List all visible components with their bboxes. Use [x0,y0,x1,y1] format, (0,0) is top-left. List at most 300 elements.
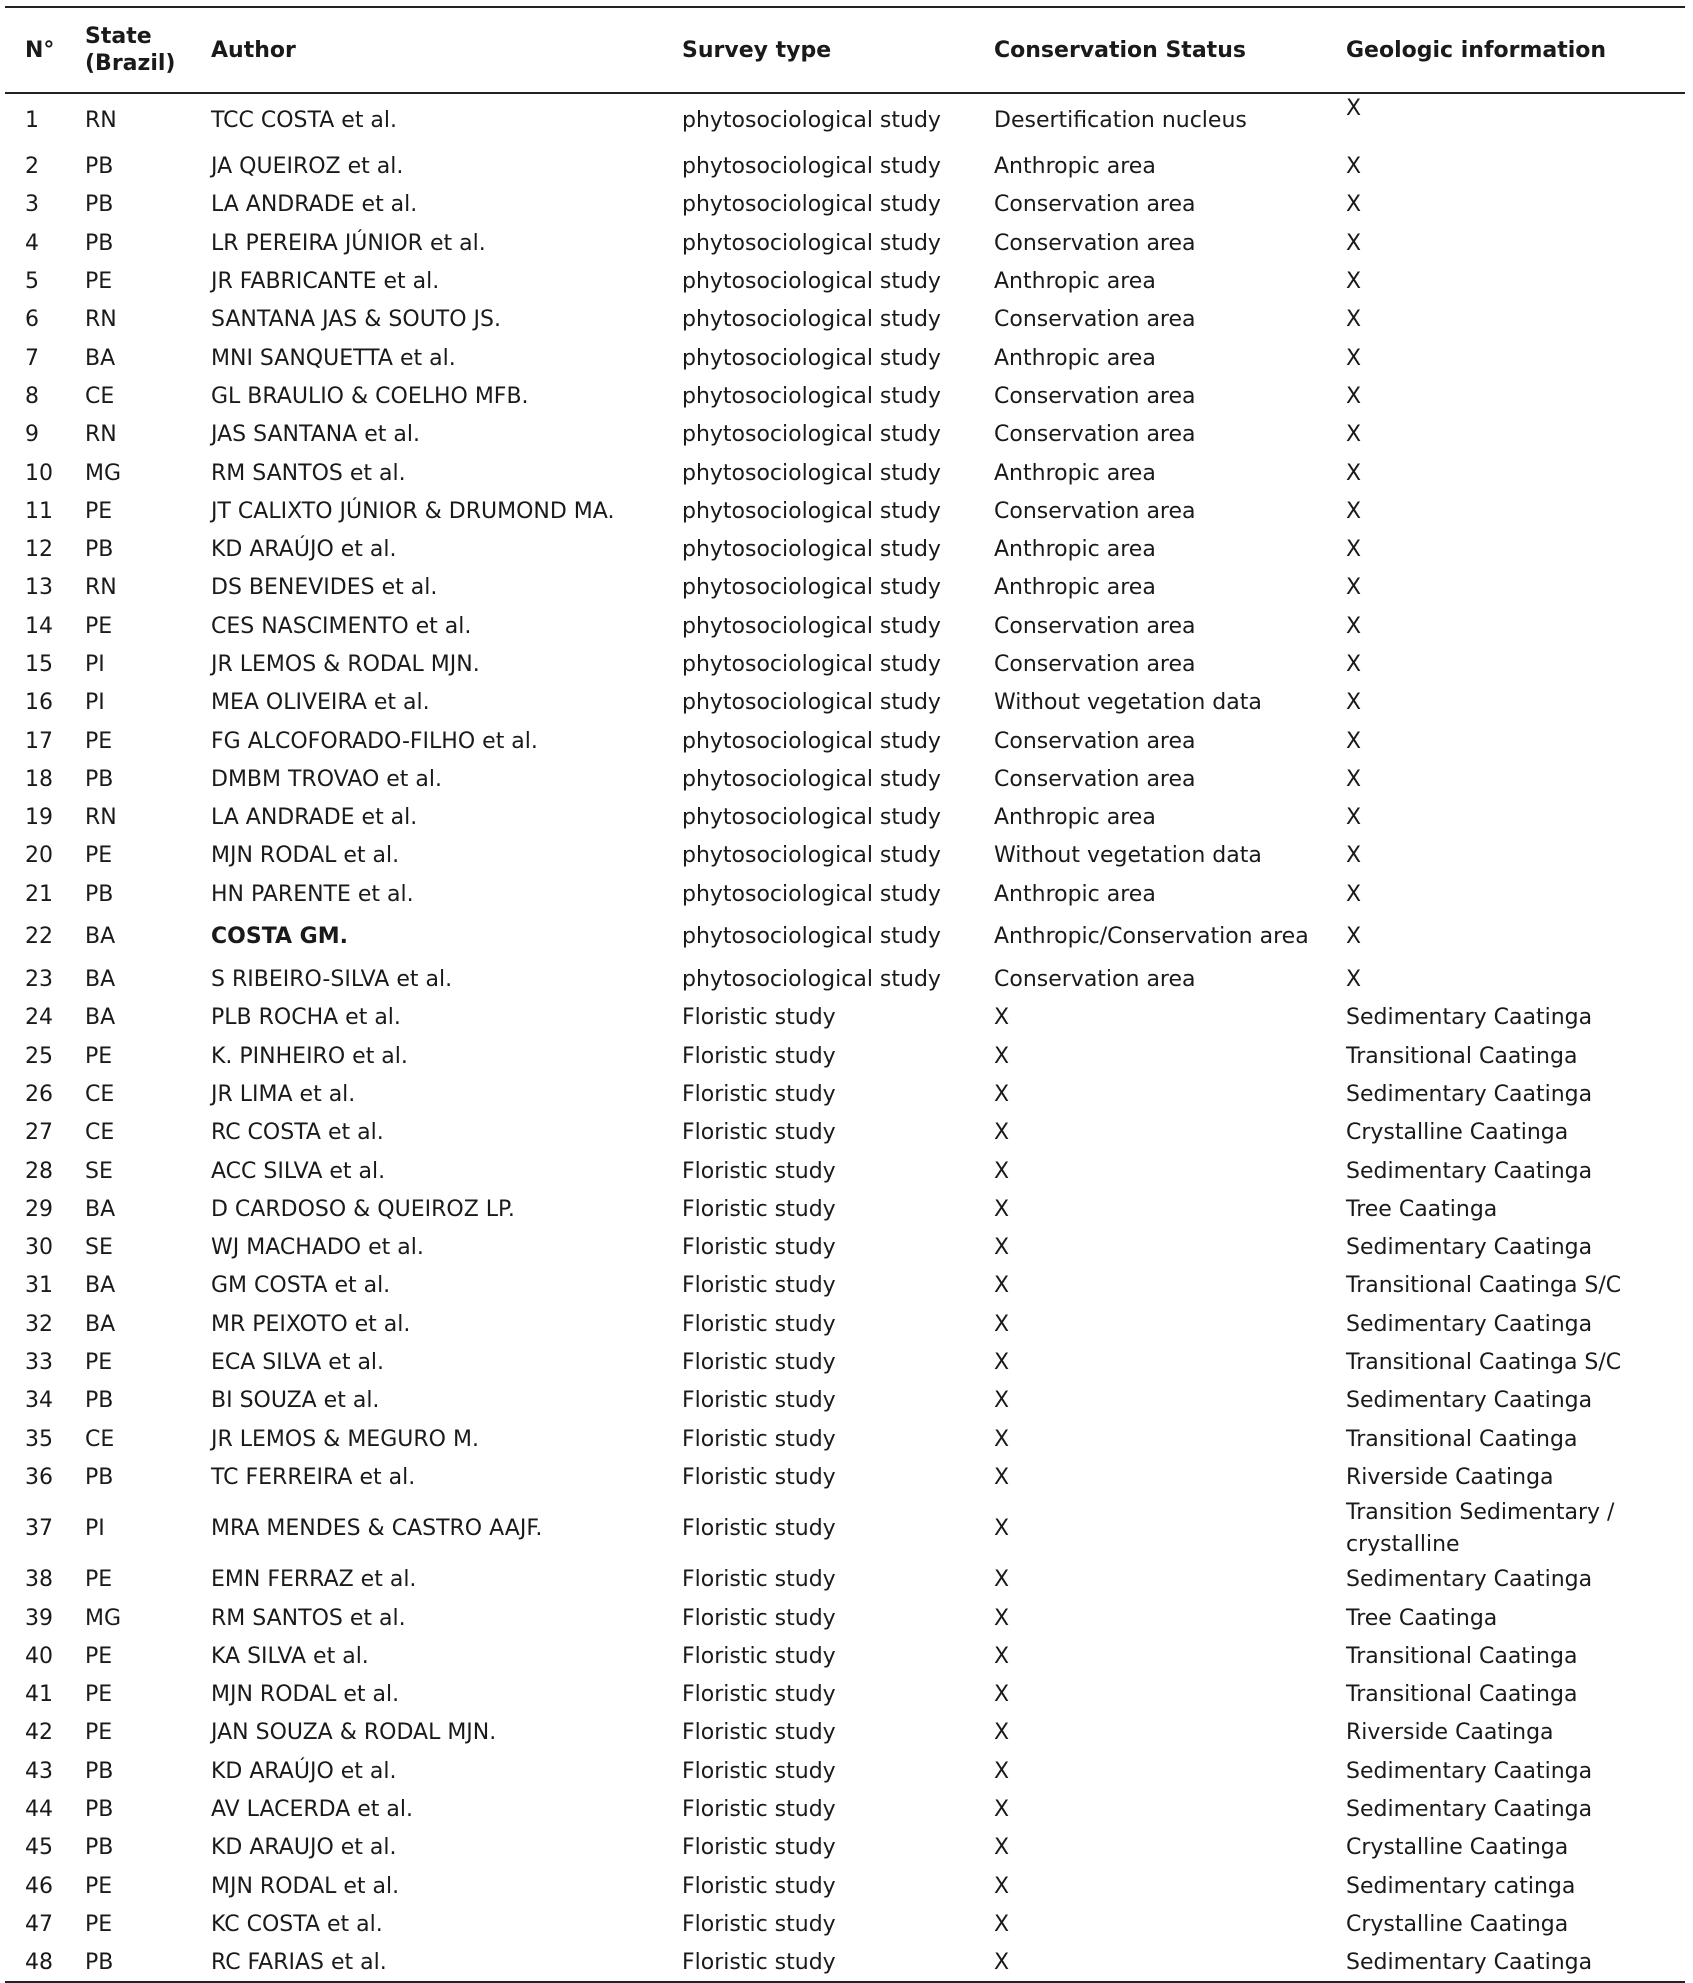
table-row [5,1114,1685,1152]
cell-survey-type: phytosociological study [682,805,941,831]
cell-survey-type: Floristic study [682,1797,836,1823]
survey-table-container [5,6,1685,1983]
cell-geologic-information: Crystalline Caatinga [1346,1835,1569,1861]
cell-state: RN [85,307,117,333]
cell-number: 22 [25,924,53,950]
cell-author: RC FARIAS et al. [211,1949,387,1975]
cell-survey-type: Floristic study [682,1005,836,1031]
cell-geologic-information: X [1346,766,1362,792]
cell-number: 6 [25,307,39,333]
cell-conservation-status: Anthropic area [994,881,1156,907]
table-row [5,1638,1685,1676]
cell-author: SANTANA JAS & SOUTO JS. [211,307,501,333]
cell-author: MRA MENDES & CASTRO AAJF. [211,1516,543,1542]
cell-geologic-information: X [1346,613,1362,639]
cell-conservation-status: Conservation area [994,766,1196,792]
cell-number: 3 [25,192,39,218]
cell-survey-type: phytosociological study [682,690,941,716]
cell-geologic-information: Sedimentary Caatinga [1346,1388,1593,1414]
table-row [5,608,1685,646]
cell-geologic-information: Sedimentary Caatinga [1346,1311,1593,1337]
cell-geologic-information: X [1346,575,1362,601]
cell-geologic-information: Sedimentary Caatinga [1346,1758,1593,1784]
cell-state: BA [85,1311,116,1337]
cell-conservation-status: Conservation area [994,613,1196,639]
cell-author: KC COSTA et al. [211,1911,383,1937]
cell-conservation-status: Conservation area [994,498,1196,524]
cell-state: PE [85,1643,113,1669]
header-survey-type: Survey type [682,37,832,63]
cell-state: PE [85,498,113,524]
cell-state: SE [85,1158,113,1184]
cell-number: 39 [25,1605,53,1631]
cell-number: 43 [25,1758,53,1784]
table-row [5,378,1685,416]
cell-survey-type: phytosociological study [682,383,941,409]
cell-author: MEA OLIVEIRA et al. [211,690,430,716]
cell-conservation-status: Without vegetation data [994,690,1262,716]
cell-conservation-status: Conservation area [994,192,1196,218]
cell-number: 7 [25,345,39,371]
cell-state: PB [85,881,114,907]
cell-author: BI SOUZA et al. [211,1388,380,1414]
cell-survey-type: Floristic study [682,1949,836,1975]
cell-state: BA [85,967,116,993]
table-row [5,1906,1685,1944]
table-row [5,1344,1685,1382]
cell-number: 33 [25,1350,53,1376]
table-row [5,416,1685,454]
cell-conservation-status: X [994,1120,1010,1146]
cell-state: PE [85,728,113,754]
cell-geologic-information: Transitional Caatinga S/C [1346,1350,1622,1376]
table-row [5,148,1685,186]
header-conservation-status: Conservation Status [994,37,1246,63]
table-row [5,186,1685,224]
header-author: Author [211,37,296,63]
table-row [5,1676,1685,1714]
cell-geologic-information: Crystalline Caatinga [1346,1120,1569,1146]
table-row [5,531,1685,569]
cell-author: GM COSTA et al. [211,1273,391,1299]
cell-conservation-status: Anthropic area [994,537,1156,563]
cell-author: JAS SANTANA et al. [211,422,421,448]
cell-state: PB [85,230,114,256]
cell-survey-type: phytosociological study [682,766,941,792]
cell-author: RC COSTA et al. [211,1120,384,1146]
cell-survey-type: Floristic study [682,1605,836,1631]
cell-state: PB [85,1464,114,1490]
table-row [5,1829,1685,1867]
cell-survey-type: phytosociological study [682,192,941,218]
cell-survey-type: phytosociological study [682,728,941,754]
cell-author: JR LIMA et al. [211,1081,356,1107]
cell-conservation-status: X [994,1516,1010,1542]
cell-survey-type: phytosociological study [682,652,941,677]
cell-author: RM SANTOS et al. [211,1605,406,1631]
cell-geologic-information: X [1346,690,1362,716]
cell-author: TC FERREIRA et al. [211,1464,416,1490]
cell-survey-type: Floristic study [682,1682,836,1708]
cell-author: LA ANDRADE et al. [211,192,418,218]
table-row [5,1459,1685,1497]
cell-geologic-information: X [1346,96,1362,121]
cell-survey-type: Floristic study [682,1388,836,1414]
cell-survey-type: Floristic study [682,1311,836,1337]
cell-survey-type: phytosociological study [682,924,941,950]
cell-geologic-information: X [1346,652,1362,677]
cell-conservation-status: Anthropic area [994,345,1156,371]
cell-survey-type: Floristic study [682,1196,836,1222]
cell-state: PB [85,154,114,180]
cell-author: JA QUEIROZ et al. [211,154,404,180]
table-row [5,1191,1685,1229]
cell-geologic-information: X [1346,154,1362,180]
cell-state: RN [85,108,117,133]
cell-conservation-status: X [994,1158,1010,1184]
cell-survey-type: phytosociological study [682,498,941,524]
cell-geologic-information: Transitional Caatinga [1346,1426,1578,1452]
cell-state: CE [85,383,115,409]
cell-author: RM SANTOS et al. [211,460,406,486]
survey-table [5,6,1685,1983]
header-state-label: State (Brazil) [85,24,176,76]
cell-conservation-status: X [994,1797,1010,1823]
cell-geologic-information: X [1346,843,1362,869]
cell-geologic-information: Sedimentary catinga [1346,1873,1576,1899]
cell-state: PE [85,843,113,869]
table-row [5,1561,1685,1599]
cell-state: PE [85,1682,113,1708]
cell-author: LA ANDRADE et al. [211,805,418,831]
cell-survey-type: Floristic study [682,1516,836,1542]
cell-survey-type: Floristic study [682,1120,836,1146]
cell-state: PE [85,1567,113,1593]
cell-state: BA [85,924,116,950]
cell-author: FG ALCOFORADO-FILHO et al. [211,728,538,754]
cell-number: 23 [25,967,53,993]
cell-survey-type: Floristic study [682,1835,836,1861]
table-row [5,1229,1685,1267]
table-row [5,301,1685,339]
table-row [5,1382,1685,1420]
cell-geologic-information: X [1346,307,1362,333]
cell-number: 20 [25,843,53,869]
cell-state: BA [85,1005,116,1031]
cell-state: PE [85,613,113,639]
cell-state: CE [85,1081,115,1107]
header-geologic-information: Geologic information [1346,37,1607,63]
cell-state: PE [85,1911,113,1937]
cell-number: 32 [25,1311,53,1337]
cell-author: MR PEIXOTO et al. [211,1311,411,1337]
cell-survey-type: Floristic study [682,1643,836,1669]
cell-survey-type: Floristic study [682,1873,836,1899]
cell-number: 48 [25,1949,53,1975]
cell-number: 34 [25,1388,53,1414]
cell-geologic-information: Transitional Caatinga S/C [1346,1273,1622,1299]
cell-number: 47 [25,1911,53,1937]
cell-conservation-status: X [994,1426,1010,1452]
cell-number: 1 [25,108,39,133]
cell-author: JR LEMOS & MEGURO M. [211,1426,479,1452]
table-row [5,799,1685,837]
cell-conservation-status: X [994,1388,1010,1414]
cell-conservation-status: Anthropic area [994,154,1156,180]
table-row [5,1753,1685,1791]
table-row [5,1867,1685,1905]
cell-author: PLB ROCHA et al. [211,1005,401,1031]
cell-conservation-status: X [994,1567,1010,1593]
cell-state: RN [85,422,117,448]
cell-number: 27 [25,1120,53,1146]
cell-geologic-information: X [1346,805,1362,831]
cell-state: BA [85,1196,116,1222]
table-row [5,569,1685,607]
cell-geologic-information: X [1346,460,1362,486]
cell-number: 12 [25,537,53,563]
cell-conservation-status: X [994,1005,1010,1031]
header-row [5,7,1685,93]
cell-author: GL BRAULIO & COELHO MFB. [211,383,529,409]
table-row [5,263,1685,301]
cell-survey-type: phytosociological study [682,613,941,639]
cell-author: K. PINHEIRO et al. [211,1043,408,1069]
cell-geologic-information: Transition Sedimentary / crystalline [1346,1500,1615,1558]
cell-number: 38 [25,1567,53,1593]
table-row [5,1421,1685,1459]
table-row [5,1038,1685,1076]
cell-survey-type: phytosociological study [682,422,941,448]
cell-state: PI [85,652,105,677]
cell-number: 30 [25,1235,53,1261]
cell-number: 18 [25,766,53,792]
cell-number: 36 [25,1464,53,1490]
cell-state: PB [85,766,114,792]
cell-conservation-status: X [994,1605,1010,1631]
cell-survey-type: Floristic study [682,1911,836,1937]
cell-state: PB [85,1388,114,1414]
cell-number: 5 [25,269,39,295]
cell-state: PB [85,1758,114,1784]
cell-conservation-status: X [994,1720,1010,1746]
cell-number: 46 [25,1873,53,1899]
table-row [5,684,1685,722]
table-row [5,961,1685,999]
cell-number: 4 [25,230,39,256]
cell-author: KA SILVA et al. [211,1643,369,1669]
cell-conservation-status: Anthropic area [994,460,1156,486]
cell-author: KD ARAÚJO et al. [211,1758,397,1784]
cell-conservation-status: Desertification nucleus [994,108,1247,133]
cell-geologic-information: Tree Caatinga [1346,1605,1498,1631]
cell-geologic-information: Sedimentary Caatinga [1346,1235,1593,1261]
cell-survey-type: Floristic study [682,1758,836,1784]
cell-state: MG [85,460,122,486]
table-row [5,1306,1685,1344]
table-row [5,454,1685,492]
cell-conservation-status: X [994,1235,1010,1261]
cell-geologic-information: X [1346,881,1362,907]
cell-number: 40 [25,1643,53,1669]
cell-author: D CARDOSO & QUEIROZ LP. [211,1196,515,1222]
cell-conservation-status: Anthropic area [994,575,1156,601]
cell-conservation-status: Conservation area [994,307,1196,333]
cell-state: PE [85,269,113,295]
cell-geologic-information: Transitional Caatinga [1346,1682,1578,1708]
cell-conservation-status: X [994,1758,1010,1784]
cell-state: CE [85,1120,115,1146]
table-row [5,837,1685,875]
cell-number: 10 [25,460,53,486]
cell-geologic-information: Transitional Caatinga [1346,1643,1578,1669]
cell-geologic-information: X [1346,498,1362,524]
cell-geologic-information: Sedimentary Caatinga [1346,1949,1593,1975]
cell-survey-type: phytosociological study [682,154,941,180]
table-row [5,1076,1685,1114]
cell-author: COSTA GM. [211,924,348,950]
cell-number: 19 [25,805,53,831]
cell-geologic-information: Sedimentary Caatinga [1346,1158,1593,1184]
cell-geologic-information: Riverside Caatinga [1346,1464,1554,1490]
table-row [5,1599,1685,1637]
cell-survey-type: phytosociological study [682,307,941,333]
table-row [5,999,1685,1037]
cell-geologic-information: X [1346,383,1362,409]
table-row [5,1944,1685,1982]
cell-survey-type: Floristic study [682,1273,836,1299]
cell-number: 37 [25,1516,53,1542]
cell-conservation-status: X [994,1949,1010,1975]
cell-number: 31 [25,1273,53,1299]
cell-conservation-status: Anthropic area [994,269,1156,295]
cell-state: RN [85,805,117,831]
cell-survey-type: phytosociological study [682,345,941,371]
cell-state: BA [85,1273,116,1299]
cell-conservation-status: X [994,1196,1010,1222]
cell-survey-type: phytosociological study [682,843,941,869]
cell-survey-type: Floristic study [682,1043,836,1069]
table-row [5,1791,1685,1829]
table-row [5,761,1685,799]
table-row [5,225,1685,263]
cell-geologic-information: Transitional Caatinga [1346,1043,1578,1069]
cell-geologic-information: X [1346,422,1362,448]
cell-author: AV LACERDA et al. [211,1797,413,1823]
cell-number: 45 [25,1835,53,1861]
cell-state: PI [85,690,105,716]
cell-survey-type: Floristic study [682,1426,836,1452]
table-row [5,1267,1685,1305]
cell-author: JR FABRICANTE et al. [211,269,440,295]
cell-survey-type: Floristic study [682,1464,836,1490]
cell-survey-type: phytosociological study [682,881,941,907]
cell-geologic-information: X [1346,924,1362,950]
table-body [5,93,1685,1982]
cell-survey-type: Floristic study [682,1158,836,1184]
cell-conservation-status: X [994,1311,1010,1337]
cell-conservation-status: X [994,1273,1010,1299]
cell-survey-type: phytosociological study [682,967,941,993]
table-row [5,1714,1685,1752]
table-row [5,1497,1685,1561]
cell-conservation-status: X [994,1350,1010,1376]
cell-conservation-status: X [994,1081,1010,1107]
cell-state: PI [85,1516,105,1542]
cell-survey-type: phytosociological study [682,575,941,601]
cell-number: 17 [25,728,53,754]
cell-author: HN PARENTE et al. [211,881,414,907]
cell-geologic-information: X [1346,230,1362,256]
table-row [5,876,1685,914]
cell-state: MG [85,1605,122,1631]
cell-survey-type: Floristic study [682,1235,836,1261]
cell-state: PE [85,1350,113,1376]
cell-state: RN [85,575,117,601]
cell-number: 25 [25,1043,53,1069]
cell-geologic-information: Sedimentary Caatinga [1346,1797,1593,1823]
cell-survey-type: phytosociological study [682,269,941,295]
cell-number: 15 [25,652,53,677]
cell-survey-type: phytosociological study [682,537,941,563]
cell-conservation-status: Anthropic area [994,805,1156,831]
cell-number: 2 [25,154,39,180]
table-row [5,93,1685,148]
cell-number: 8 [25,383,39,409]
cell-number: 41 [25,1682,53,1708]
cell-state: PB [85,537,114,563]
cell-state: BA [85,345,116,371]
cell-state: SE [85,1235,113,1261]
cell-number: 44 [25,1797,53,1823]
cell-geologic-information: X [1346,345,1362,371]
cell-number: 9 [25,422,39,448]
cell-conservation-status: X [994,1464,1010,1490]
cell-geologic-information: Crystalline Caatinga [1346,1911,1569,1937]
cell-number: 11 [25,498,53,524]
cell-conservation-status: X [994,1643,1010,1669]
cell-number: 26 [25,1081,53,1107]
cell-conservation-status: X [994,1911,1010,1937]
table-header [5,7,1685,93]
table-row [5,493,1685,531]
cell-survey-type: phytosociological study [682,230,941,256]
cell-state: CE [85,1426,115,1452]
cell-survey-type: Floristic study [682,1720,836,1746]
cell-survey-type: Floristic study [682,1081,836,1107]
cell-conservation-status: Conservation area [994,967,1196,993]
cell-survey-type: phytosociological study [682,108,941,133]
cell-geologic-information: Riverside Caatinga [1346,1720,1554,1746]
cell-conservation-status: X [994,1043,1010,1069]
header-number: N° [25,37,55,63]
header-state [75,7,211,93]
cell-number: 42 [25,1720,53,1746]
cell-number: 16 [25,690,53,716]
cell-author: JT CALIXTO JÚNIOR & DRUMOND MA. [211,498,615,524]
cell-geologic-information: Sedimentary Caatinga [1346,1567,1593,1593]
cell-number: 21 [25,881,53,907]
cell-survey-type: Floristic study [682,1567,836,1593]
cell-survey-type: phytosociological study [682,460,941,486]
cell-author: DS BENEVIDES et al. [211,575,438,601]
cell-geologic-information: X [1346,192,1362,218]
cell-state: PE [85,1043,113,1069]
cell-state: PB [85,1949,114,1975]
cell-conservation-status: X [994,1873,1010,1899]
table-row [5,1152,1685,1190]
cell-author: JAN SOUZA & RODAL MJN. [211,1720,497,1746]
